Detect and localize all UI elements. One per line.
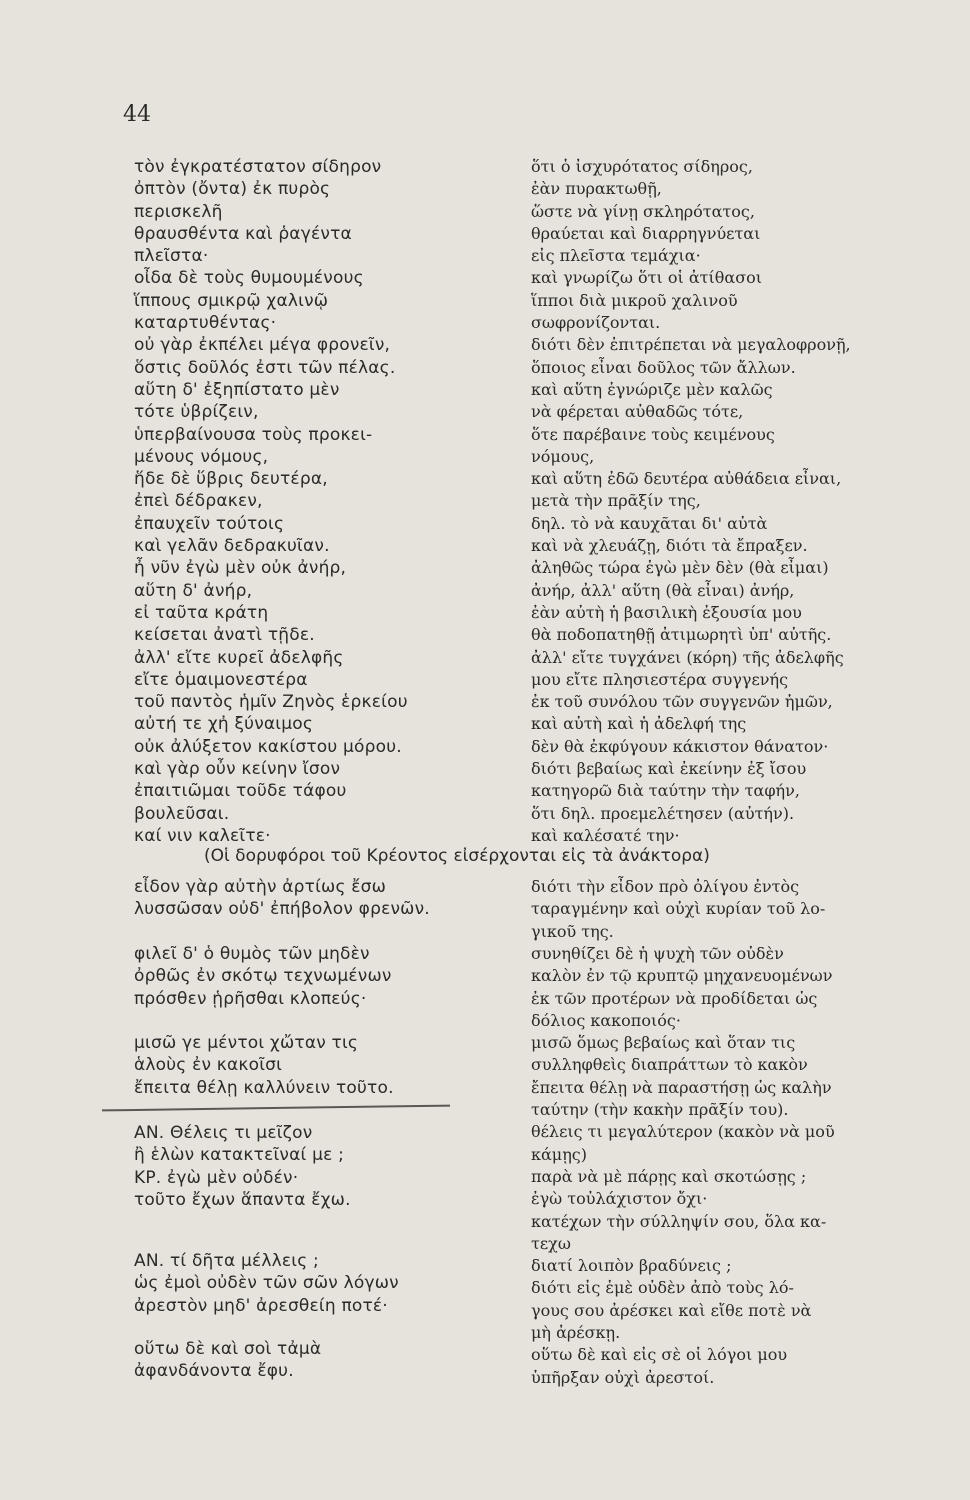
- text-line: καταρτυθέντας·: [134, 313, 277, 334]
- text-line: ὅτι ὁ ἰσχυρότατος σίδηρος,: [531, 157, 753, 176]
- text-line: ἐὰν πυρακτωθῇ,: [531, 179, 662, 199]
- text-line: διότι εἰς ἐμὲ οὐδὲν ἀπὸ τοὺς λό-: [531, 1278, 794, 1298]
- text-line: πλεῖστα·: [134, 246, 209, 267]
- text-line: ἐκ τοῦ συνόλου τῶν συγγενῶν ἡμῶν,: [531, 692, 833, 712]
- text-line: ὅστις δοῦλός ἐστι τῶν πέλας.: [134, 357, 396, 378]
- text-line: βουλεῦσαι.: [134, 803, 230, 824]
- text-line: μισῶ γε μέντοι χὤταν τις: [134, 1033, 359, 1053]
- text-line: σωφρονίζονται.: [531, 313, 661, 333]
- text-line: αὕτη δ' ἀνήρ,: [134, 580, 253, 601]
- text-line: οὕτω δὲ καὶ σοὶ τἀμὰ: [134, 1339, 322, 1359]
- text-line: ἔπειτα θέλῃ καλλύνειν τοῦτο.: [134, 1077, 394, 1098]
- text-line: διότι δὲν ἐπιτρέπεται νὰ μεγαλοφρονῇ,: [531, 335, 851, 355]
- text-line: μένους νόμους,: [134, 446, 269, 467]
- text-line: καὶ γὰρ οὖν κείνην ἴσον: [134, 759, 341, 780]
- greek-text-block-3: [134, 943, 392, 1010]
- text-line: θέλεις τι μεγαλύτερον (κακὸν νὰ μοῦ: [531, 1122, 835, 1142]
- text-line: καὶ γνωρίζω ὅτι οἱ ἀτίθασοι: [531, 268, 763, 288]
- text-line: ἐπαιτιῶμαι τοῦδε τάφου: [134, 781, 347, 802]
- text-line: ταραγμένην καὶ οὐχὶ κυρίαν τοῦ λο-: [531, 899, 826, 919]
- text-line: ἀλλ' εἴτε τυγχάνει (κόρη) τῆς ἀδελφῆς: [531, 647, 844, 667]
- text-line: θραύεται καὶ διαρρηγνύεται: [531, 223, 761, 243]
- text-line: ἐὰν αὐτὴ ἡ βασιλικὴ ἐξουσία μου: [531, 602, 802, 622]
- text-line: ὑπερβαίνουσα τοὺς προκει-: [134, 424, 373, 445]
- text-line: καί νιν καλεῖτε·: [134, 825, 271, 846]
- text-line: καὶ νὰ χλευάζῃ, διότι τὰ ἔπραξεν.: [531, 536, 808, 556]
- text-line: καὶ καλέσατέ την·: [531, 825, 680, 845]
- translation-block-2: [531, 876, 825, 943]
- text-line: οἶδα δὲ τοὺς θυμουμένους: [134, 268, 364, 289]
- text-line: εἰ ταῦτα κράτη: [134, 602, 269, 623]
- greek-dialogue-block-2: [134, 1250, 399, 1317]
- text-line: ΚΡ. ἐγὼ μὲν οὐδέν·: [134, 1167, 299, 1188]
- text-line: μου εἴτε πλησιεστέρα συγγενής: [531, 669, 789, 689]
- text-line: ἦ νῦν ἐγὼ μὲν οὐκ ἀνήρ,: [134, 558, 347, 579]
- text-line: ἢ ἑλὼν κατακτεῖναί με ;: [134, 1145, 345, 1166]
- pen-underline-mark: [102, 1105, 450, 1112]
- text-line: δόλιος κακοποιός·: [531, 1010, 681, 1030]
- greek-text-block-2: [134, 876, 430, 921]
- text-line: ἥδε δὲ ὕβρις δευτέρα,: [134, 469, 328, 490]
- translation-block-3: [531, 943, 835, 1389]
- translation-block-1: [531, 156, 851, 847]
- text-line: νόμους,: [531, 446, 595, 466]
- text-line: αὕτη δ' ἐξηπίστατο μὲν: [134, 379, 340, 400]
- text-line: καὶ γελᾶν δεδρακυῖαν.: [134, 536, 330, 557]
- text-line: ἀφανδάνοντα ἔφυ.: [134, 1361, 294, 1382]
- text-line: νὰ φέρεται αὐθαδῶς τότε,: [531, 402, 744, 422]
- text-line: ὅποιος εἶναι δοῦλος τῶν ἄλλων.: [531, 357, 796, 377]
- text-line: ἐγὼ τοὐλάχιστον ὄχι·: [531, 1189, 708, 1209]
- text-line: τεχω: [531, 1233, 571, 1253]
- text-line: καλὸν ἐν τῷ κρυπτῷ μηχανευομένων: [531, 966, 833, 986]
- page-number: 44: [123, 102, 151, 127]
- text-line: ἵπποι διὰ μικροῦ χαλινοῦ: [531, 290, 738, 310]
- text-line: οὐ γὰρ ἐκπέλει μέγα φρονεῖν,: [134, 335, 391, 356]
- text-line: ἔπειτα θέλῃ νὰ παραστήσῃ ὡς καλὴν: [531, 1077, 832, 1097]
- text-line: τοῦτο ἔχων ἅπαντα ἔχω.: [134, 1189, 351, 1210]
- stage-direction: (Οἱ δορυφόροι τοῦ Κρέοντος εἰσέρχονται εἰς τὰ ἀνάκτορα): [204, 846, 710, 866]
- text-line: πρόσθεν ᾑρῆσθαι κλοπεύς·: [134, 988, 367, 1009]
- text-line: συλληφθεὶς διαπράττων τὸ κακὸν: [531, 1055, 808, 1075]
- text-line: ἀλλ' εἴτε κυρεῖ ἀδελφῆς: [134, 647, 344, 668]
- text-line: ὅτι δηλ. προεμελέτησεν (αὐτήν).: [531, 803, 795, 823]
- text-line: ἐπεὶ δέδρακεν,: [134, 491, 263, 512]
- text-line: ἀρεστὸν μηδ' ἀρεσθείη ποτέ·: [134, 1295, 388, 1316]
- text-line: ἁλοὺς ἐν κακοῖσι: [134, 1055, 283, 1076]
- greek-dialogue-block-3: [134, 1338, 321, 1383]
- text-line: καὶ αὕτη ἐδῶ δευτέρα αὐθάδεια εἶναι,: [531, 469, 842, 489]
- text-line: φιλεῖ δ' ὁ θυμὸς τῶν μηδὲν: [134, 944, 370, 964]
- text-line: ὑπῆρξαν οὐχὶ ἀρεστοί.: [531, 1367, 715, 1387]
- text-line: δηλ. τὸ νὰ καυχᾶται δι' αὐτὰ: [531, 513, 768, 533]
- text-line: οὕτω δὲ καὶ εἰς σὲ οἱ λόγοι μου: [531, 1345, 788, 1365]
- text-line: ἐκ τῶν προτέρων νὰ προδίδεται ὡς: [531, 988, 818, 1008]
- text-line: καὶ αὕτη ἐγνώριζε μὲν καλῶς: [531, 379, 773, 399]
- text-line: εἶδον γὰρ αὐτὴν ἀρτίως ἔσω: [134, 877, 387, 897]
- text-line: ὡς ἐμοὶ οὐδὲν τῶν σῶν λόγων: [134, 1273, 399, 1294]
- text-line: συνηθίζει δὲ ἡ ψυχὴ τῶν οὐδὲν: [531, 944, 784, 963]
- text-line: ὀρθῶς ἐν σκότῳ τεχνωμένων: [134, 966, 392, 987]
- text-line: γικοῦ της.: [531, 921, 614, 941]
- text-line: περισκελῆ: [134, 201, 223, 222]
- text-line: ὅτε παρέβαινε τοὺς κειμένους: [531, 424, 775, 444]
- text-line: θραυσθέντα καὶ ῥαγέντα: [134, 223, 352, 244]
- text-line: παρὰ νὰ μὲ πάρῃς καὶ σκοτώσῃς ;: [531, 1166, 807, 1186]
- text-line: ἐπαυχεῖν τούτοις: [134, 513, 285, 534]
- text-line: μετὰ τὴν πρᾶξίν της,: [531, 491, 701, 511]
- text-line: γους σου ἀρέσκει καὶ εἴθε ποτὲ νὰ: [531, 1300, 812, 1320]
- text-line: μισῶ ὅμως βεβαίως καὶ ὅταν τις: [531, 1033, 796, 1053]
- text-line: διατί λοιπὸν βραδύνεις ;: [531, 1256, 732, 1276]
- text-line: ΑΝ. τί δῆτα μέλλεις ;: [134, 1251, 319, 1271]
- text-line: οὐκ ἀλύξετον κακίστου μόρου.: [134, 736, 402, 757]
- greek-text-block-1: [134, 156, 408, 847]
- text-line: διότι τὴν εἶδον πρὸ ὀλίγου ἐντὸς: [531, 877, 800, 896]
- greek-dialogue-block-1: [134, 1122, 351, 1211]
- text-line: μὴ ἀρέσκῃ.: [531, 1323, 621, 1343]
- text-line: θὰ ποδοπατηθῇ ἀτιμωρητὶ ὑπ' αὐτῆς.: [531, 625, 832, 645]
- text-line: λυσσῶσαν οὐδ' ἐπήβολον φρενῶν.: [134, 899, 430, 920]
- text-line: ὥστε νὰ γίνῃ σκληρότατος,: [531, 201, 755, 221]
- text-line: κάμῃς): [531, 1144, 587, 1164]
- text-line: τὸν ἐγκρατέστατον σίδηρον: [134, 157, 382, 177]
- text-line: ἀληθῶς τώρα ἐγὼ μὲν δὲν (θὰ εἶμαι): [531, 558, 829, 578]
- text-line: καὶ αὐτὴ καὶ ἡ ἀδελφή της: [531, 714, 747, 734]
- text-line: εἴτε ὁμαιμονεστέρα: [134, 669, 308, 690]
- text-line: δὲν θὰ ἐκφύγουν κάκιστον θάνατον·: [531, 736, 829, 756]
- text-line: τότε ὑβρίζειν,: [134, 402, 259, 423]
- text-line: αὐτή τε χἠ ξύναιμος: [134, 714, 314, 735]
- text-line: διότι βεβαίως καὶ ἐκείνην ἐξ ἴσου: [531, 759, 807, 779]
- text-line: τοῦ παντὸς ἡμῖν Ζηνὸς ἑρκείου: [134, 692, 408, 713]
- text-line: ΑΝ. Θέλεις τι μεῖζον: [134, 1123, 313, 1143]
- text-line: ἀνήρ, ἀλλ' αὕτη (θὰ εἶναι) ἀνήρ,: [531, 580, 795, 600]
- text-line: ταύτην (τὴν κακὴν πρᾶξίν του).: [531, 1100, 789, 1120]
- text-line: ἵππους σμικρῷ χαλινῷ: [134, 290, 329, 311]
- text-line: κατηγορῶ διὰ ταύτην τὴν ταφήν,: [531, 781, 800, 801]
- greek-text-block-4: [134, 1032, 394, 1099]
- text-line: εἰς πλεῖστα τεμάχια·: [531, 246, 701, 266]
- text-line: κείσεται ἀνατὶ τῇδε.: [134, 625, 315, 646]
- text-line: ὀπτὸν (ὄντα) ἐκ πυρὸς: [134, 179, 331, 200]
- text-line: κατέχων τὴν σύλληψίν σου, ὅλα κα-: [531, 1211, 827, 1231]
